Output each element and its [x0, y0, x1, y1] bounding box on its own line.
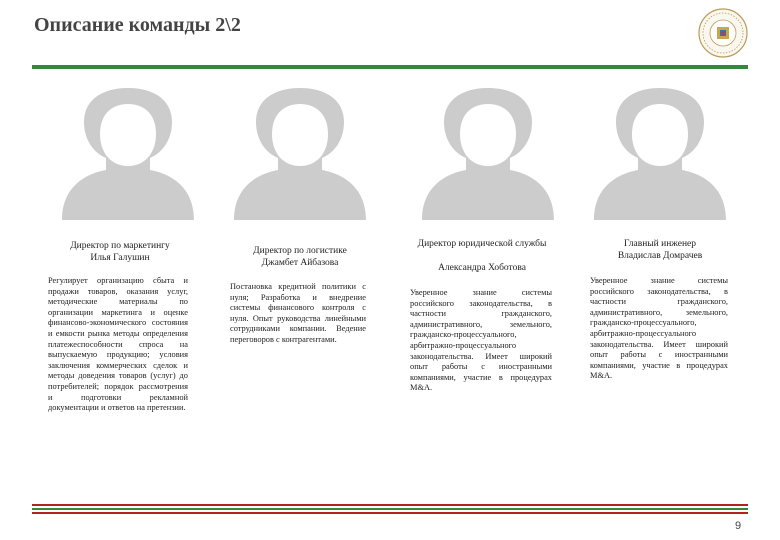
member-name: Джамбет Айбазова [261, 258, 339, 268]
footer-divider-red [32, 512, 748, 514]
slide-title: Описание команды 2\2 [34, 14, 241, 36]
member-description: Регулирует организацию сбыта и продажи товаров, оказания услуг, методические материалы по организации маркетинга и оценке финансово-экономического состояния и емкости рынка методы определения платежеспособности спроса на выпускаемую продукцию; условия заключения коммерческих сделок и методы доведения товаров (услуг) до потребителей; порядок рассмотрения и подготовки рекламной документации и ответов на претензии. [48, 276, 188, 413]
footer-divider-green [32, 508, 748, 510]
member-role: Директор по маркетингу [70, 241, 170, 251]
page-number: 9 [735, 520, 742, 532]
member-role: Директор юридической службы [417, 239, 547, 249]
header-divider [32, 65, 748, 69]
person-silhouette-icon [48, 84, 208, 224]
university-seal-logo [697, 7, 749, 59]
person-silhouette-icon [580, 84, 740, 224]
member-description: Уверенное знание системы российского законодательства, в частности гражданского, административного, земельного, гражданско-процессуального, арбитражно-процессуального законодательства. Имеет широкий опыт работы с иностранными компаниями, участие в процедурах M&A. [590, 276, 728, 381]
member-name: Владислав Домрачев [617, 251, 703, 261]
footer-divider-red [32, 504, 748, 506]
member-role: Главный инженер [623, 239, 697, 249]
member-role: Директор по логистике [253, 246, 347, 256]
member-name: Александра Хоботова [438, 263, 526, 273]
member-description: Уверенное знание системы российского законодательства, в частности гражданского, административного, земельного, гражданско-процессуального, арбитражно-процессуального законодательства. Имеет широкий опыт работы с иностранными компаниями, участие в процедурах M&A. [410, 288, 552, 393]
member-name: Илья Галушин [90, 253, 150, 263]
member-description: Постановка кредитной политики с нуля; Разработка и внедрение системы финансового контроля с нуля. Опыт руководства линейными сотрудниками компании. Ведение переговоров с контрагентами. [230, 282, 366, 344]
person-silhouette-icon [408, 84, 568, 224]
person-silhouette-icon [220, 84, 380, 224]
